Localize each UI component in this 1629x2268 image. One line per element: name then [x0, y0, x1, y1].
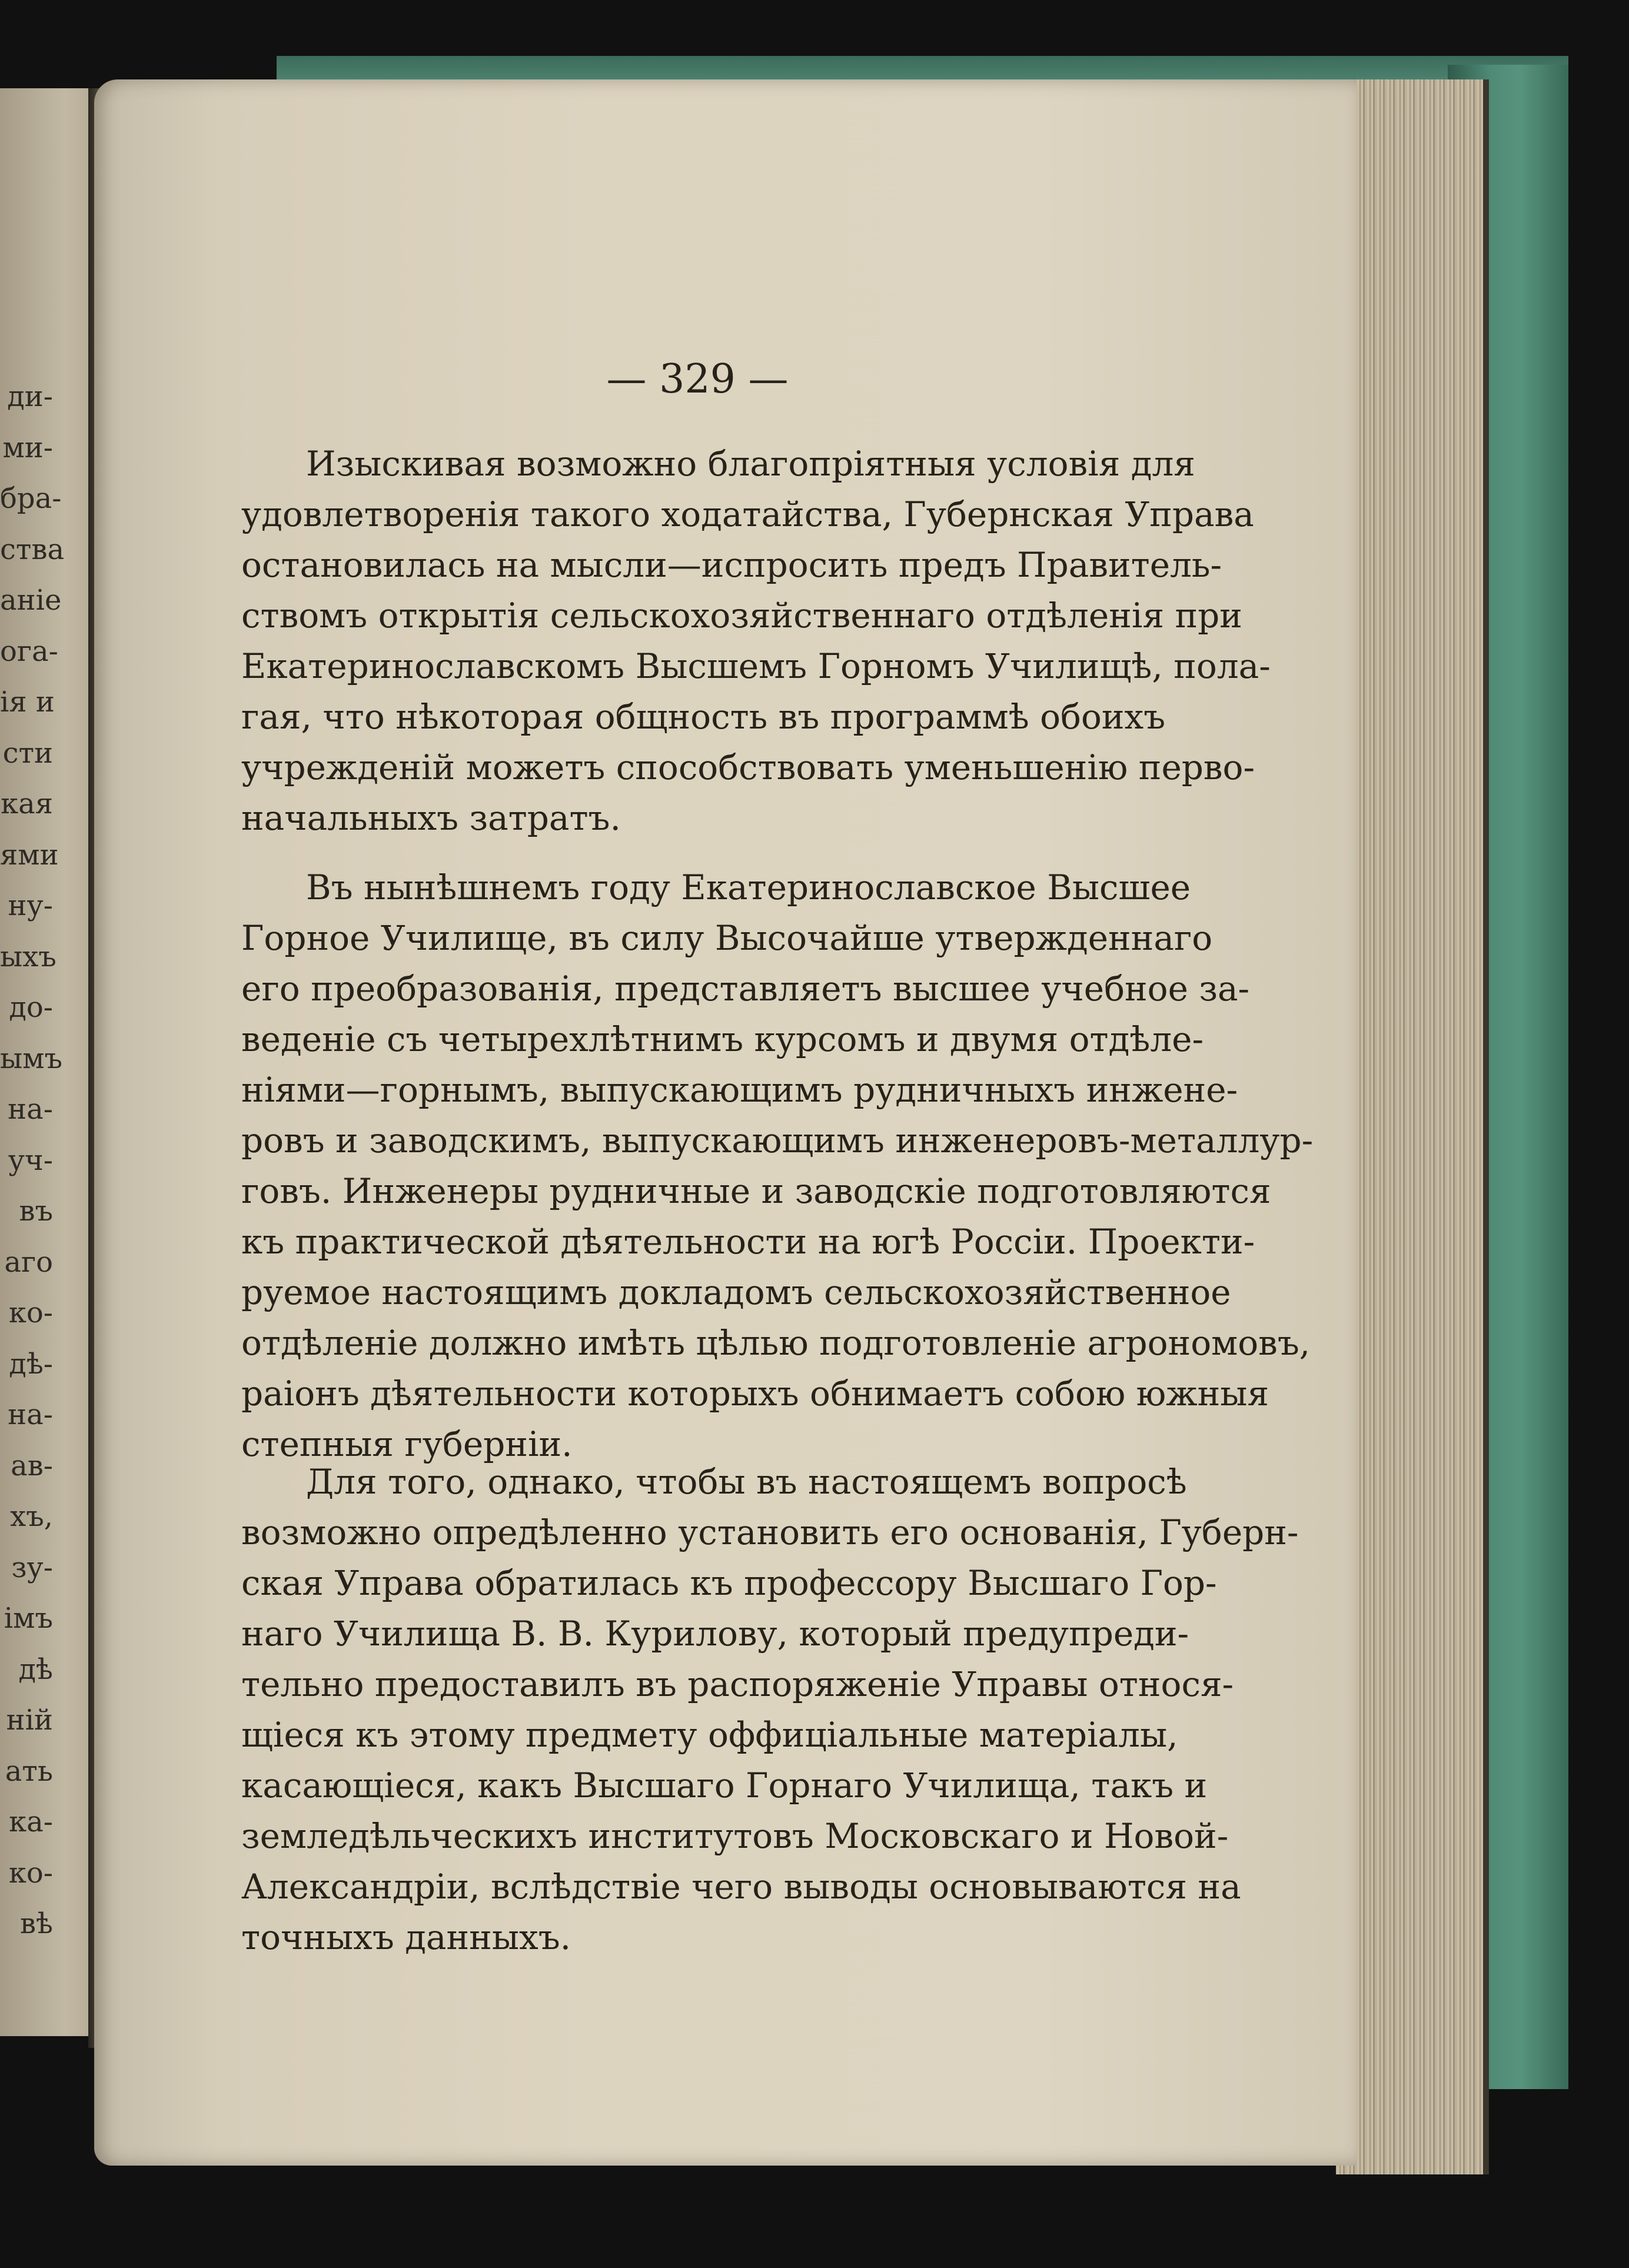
previous-page-fragment: ній	[6, 1704, 53, 1737]
previous-page-fragment: зу-	[11, 1551, 53, 1584]
text-line: къ практической дѣятельности на югѣ Россіи. Проекти-	[241, 1222, 1255, 1262]
previous-page-fragment: уч-	[8, 1143, 53, 1177]
previous-page-fragment: ымъ	[0, 1042, 63, 1075]
previous-page-fragment: кая	[1, 787, 53, 820]
previous-page-fragment: ога-	[0, 634, 58, 668]
paragraph	[241, 438, 1271, 843]
text-line: Для того, однако, чтобы въ настоящемъ вопросѣ	[306, 1462, 1187, 1502]
text-line: раіонъ дѣятельности которыхъ обнимаетъ собою южныя	[241, 1374, 1269, 1414]
text-line: степныя губерніи.	[241, 1424, 573, 1464]
previous-page-fragment: бра-	[0, 482, 62, 515]
paragraph	[241, 862, 1314, 1469]
text-line: щіеся къ этому предмету оффиціальные матеріалы,	[241, 1715, 1178, 1755]
text-line: тельно предоставилъ въ распоряженіе Управы относя-	[241, 1664, 1234, 1704]
previous-page-fragment: ать	[5, 1754, 53, 1788]
text-line: касающіеся, какъ Высшаго Горнаго Училища, такъ и	[241, 1765, 1208, 1805]
text-line: Александріи, вслѣдствіе чего выводы основываются на	[241, 1867, 1241, 1907]
previous-page-fragment: аго	[4, 1245, 53, 1279]
previous-page-fragment: ыхъ	[0, 940, 56, 973]
previous-page-fragment: ка-	[9, 1805, 53, 1838]
previous-page-fragment: ав-	[11, 1449, 53, 1482]
text-line: Горное Училище, въ силу Высочайше утвержденнаго	[241, 918, 1213, 958]
text-line: руемое настоящимъ докладомъ сельскохозяйственное	[241, 1272, 1231, 1312]
text-line: гая, что нѣкоторая общность въ программѣ обоихъ	[241, 697, 1166, 737]
text-line: ніями—горнымъ, выпускающимъ рудничныхъ инжене-	[241, 1070, 1238, 1110]
previous-page-fragment: ко-	[8, 1296, 53, 1329]
previous-page-fragment: ія и	[0, 686, 55, 719]
text-line: земледѣльческихъ институтовъ Московскаго и Новой-	[241, 1816, 1229, 1856]
text-line: веденіе съ четырехлѣтнимъ курсомъ и двумя отдѣле-	[241, 1019, 1204, 1059]
previous-page-fragment: до-	[9, 991, 53, 1024]
previous-page-fragment: хъ,	[10, 1500, 53, 1533]
text-line: точныхъ данныхъ.	[241, 1917, 571, 1957]
text-line: Екатеринославскомъ Высшемъ Горномъ Училищѣ, пола-	[241, 646, 1271, 686]
text-line: Въ нынѣшнемъ году Екатеринославское Высшее	[306, 867, 1191, 907]
text-line: возможно опредѣленно установить его основанія, Губерн-	[241, 1512, 1299, 1552]
page-edges	[1336, 79, 1489, 2174]
paragraph	[241, 1456, 1299, 1963]
previous-page-fragment: аніе	[0, 584, 62, 617]
text-line: отдѣленіе должно имѣть цѣлью подготовленіе агрономовъ,	[241, 1323, 1311, 1363]
previous-page-fragment: вѣ	[20, 1907, 53, 1940]
previous-page-fragment: ди-	[7, 380, 53, 413]
text-line: говъ. Инженеры рудничные и заводскіе подготовляются	[241, 1171, 1271, 1211]
text-line: ствомъ открытія сельскохозяйственнаго отдѣленія при	[241, 596, 1242, 636]
previous-page-fragment: ко-	[8, 1856, 53, 1890]
previous-page-fragment: дѣ	[18, 1652, 53, 1686]
text-line: начальныхъ затратъ.	[241, 798, 621, 838]
previous-page-fragment: ями	[0, 838, 59, 872]
text-line: удовлетворенія такого ходатайства, Губернская Управа	[241, 494, 1254, 534]
text-line: Изыскивая возможно благопріятныя условія для	[306, 444, 1195, 484]
previous-page-fragment: ми-	[2, 431, 53, 464]
book-page	[94, 79, 1357, 2166]
text-line: наго Училища В. В. Курилову, который предупреди-	[241, 1614, 1189, 1654]
text-line: ская Управа обратилась къ профессору Высшаго Гор-	[241, 1563, 1217, 1603]
previous-page-fragment: ну-	[8, 889, 53, 922]
previous-page-fragment: дѣ-	[9, 1347, 53, 1381]
previous-page-fragment: на-	[8, 1093, 53, 1126]
previous-page-fragment: сти	[2, 736, 53, 770]
text-line: учрежденій можетъ способствовать уменьшенію перво-	[241, 747, 1255, 787]
text-line: его преобразованія, представляетъ высшее учебное за-	[241, 969, 1250, 1009]
previous-page-fragment: на-	[8, 1398, 53, 1431]
page-number: — 329 —	[606, 356, 789, 403]
previous-page-fragment: імъ	[4, 1602, 53, 1635]
text-line: ровъ и заводскимъ, выпускающимъ инженеровъ-металлур-	[241, 1120, 1314, 1160]
previous-page-fragment: въ	[19, 1195, 53, 1228]
text-line: остановилась на мысли—испросить предъ Правитель-	[241, 545, 1222, 585]
previous-page-fragment: ства	[0, 533, 65, 566]
